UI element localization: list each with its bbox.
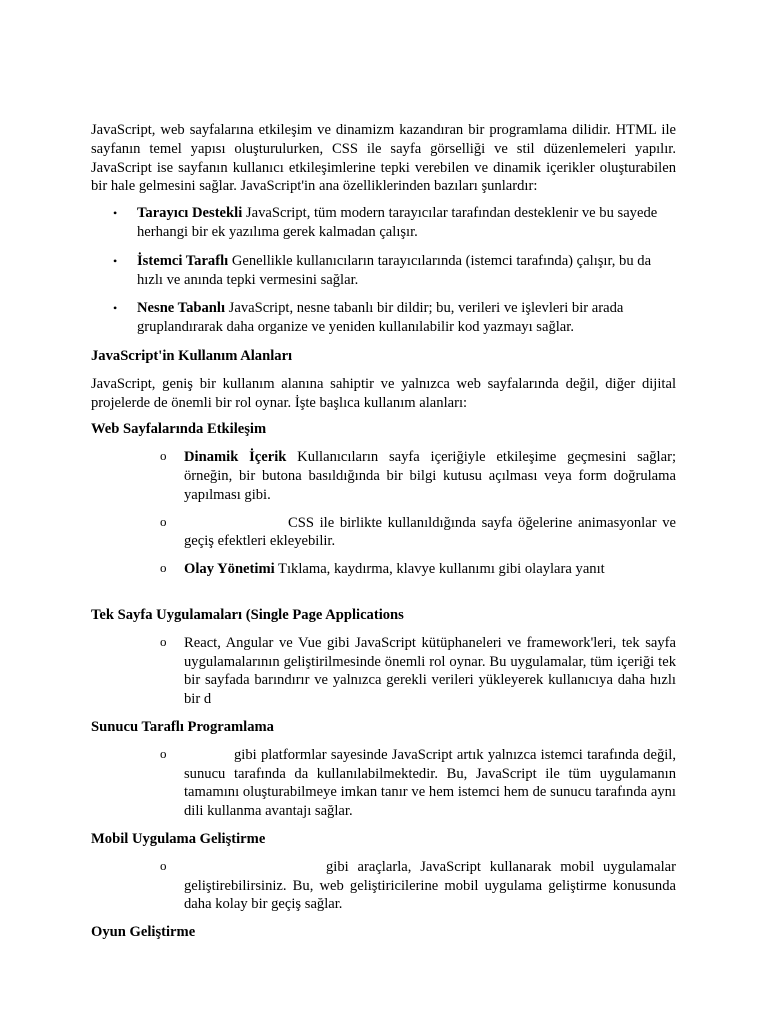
feature-title: İstemci Taraflı [137,252,229,269]
item-title: Dinamik İçerik [184,449,287,466]
list-item [91,204,676,242]
game-heading: Oyun Geliştirme [91,924,196,941]
circle-bullet-icon: o [160,857,167,873]
mobile-heading: Mobil Uygulama Geliştirme [91,830,266,847]
bullet-icon: • [113,206,118,221]
bullet-icon: • [113,301,118,316]
list-item [91,252,676,290]
item-text: gibi platformlar sayesinde JavaScript artık yalnızca istemci tarafında değil, sunucu tarafında da kullanılabilmektedir. Bu, JavaScript ile tüm uygulamanın tamamını oluşturabilmeye imkan tanır ve hem istemci hem de sunucu tarafında aynı dili kullanma avantajı sağlar. [184,746,676,820]
document-page [91,121,676,951]
list-item [91,560,676,579]
features-list [91,204,676,337]
server-heading: Sunucu Taraflı Programlama [91,718,274,735]
item-text: React, Angular ve Vue gibi JavaScript kütüphaneleri ve framework'leri, tek sayfa uygulamalarının geliştirilmesinde önemli rol oynar. Bu uygulamalar, tüm içeriği tek bir sayfada barındırır ve yalnızca gerekli verileri yükleyerek kullanıcıya daha hızlı bir d [184,634,676,708]
intro-paragraph: JavaScript, web sayfalarına etkileşim ve dinamizm kazandıran bir programlama dilidir. HTML ile sayfanın temel yapısı oluşturulurken, CSS ile sayfa görselliği ve stil düzenlemeleri yapılır. JavaScript ise sayfanın kullanıcı etkileşimlerine tepki verebilen ve dinamik içerikler oluşturabilen bir hale gelmesini sağlar. JavaScript'in ana özelliklerinden bazıları şunlardır: [91,122,676,195]
usage-heading: JavaScript'in Kullanım Alanları [91,347,293,364]
list-item [91,448,676,504]
feature-title: Tarayıcı Destekli [137,205,243,222]
bullet-icon: • [113,253,118,268]
circle-bullet-icon: o [160,513,167,529]
web-list [91,448,676,579]
feature-text: JavaScript, tüm modern tarayıcılar tarafından desteklenir ve bu sayede herhangi bir ek yazılıma gerek kalmadan çalışır. [137,205,658,240]
feature-title: Nesne Tabanlı [137,300,226,317]
item-text: gibi araçlarla, JavaScript kullanarak mobil uygulamalar geliştirebilirsiniz. Bu, web geliştiricilerine mobil uygulama geliştirme konusunda daha kolay bir geçiş sağlar. [184,858,676,913]
item-text: Kullanıcıların sayfa içeriğiyle etkileşime geçmesini sağlar; örneğin, bir butona basıldığında bir bilgi kutusu açılması veya form doğrulama yapılması gibi. [184,449,676,503]
list-item [91,858,676,914]
item-title: Olay Yönetimi [184,561,275,578]
circle-bullet-icon: o [160,560,167,576]
server-list [91,746,676,821]
feature-text: JavaScript, nesne tabanlı bir dildir; bu, verileri ve işlevleri bir arada gruplandırarak daha organize ve yeniden kullanılabilir kod yazmayı sağlar. [137,300,624,336]
list-item [91,634,676,709]
list-item [91,514,676,552]
feature-text: Genellikle kullanıcıların tarayıcılarında (istemci tarafında) çalışır, bu da hızlı ve anında tepki vermesini sağlar. [137,252,652,288]
item-text: CSS ile birlikte kullanıldığında sayfa öğelerine animasyonlar ve geçiş efektleri ekleyebilir. [184,514,676,550]
web-heading: Web Sayfalarında Etkileşim [91,421,267,438]
spa-heading: Tek Sayfa Uygulamaları (Single Page Applications [91,606,404,623]
usage-paragraph: JavaScript, geniş bir kullanım alanına sahiptir ve yalnızca web sayfalarında değil, diğer dijital projelerde de önemli bir rol oynar. İşte başlıca kullanım alanları: [91,375,676,411]
spa-list [91,634,676,709]
circle-bullet-icon: o [160,448,167,464]
list-item [91,746,676,821]
circle-bullet-icon: o [160,633,167,649]
mobile-list [91,858,676,914]
item-text: Tıklama, kaydırma, klavye kullanımı gibi olaylara yanıt [274,561,605,578]
circle-bullet-icon: o [160,745,167,761]
list-item [91,299,676,337]
